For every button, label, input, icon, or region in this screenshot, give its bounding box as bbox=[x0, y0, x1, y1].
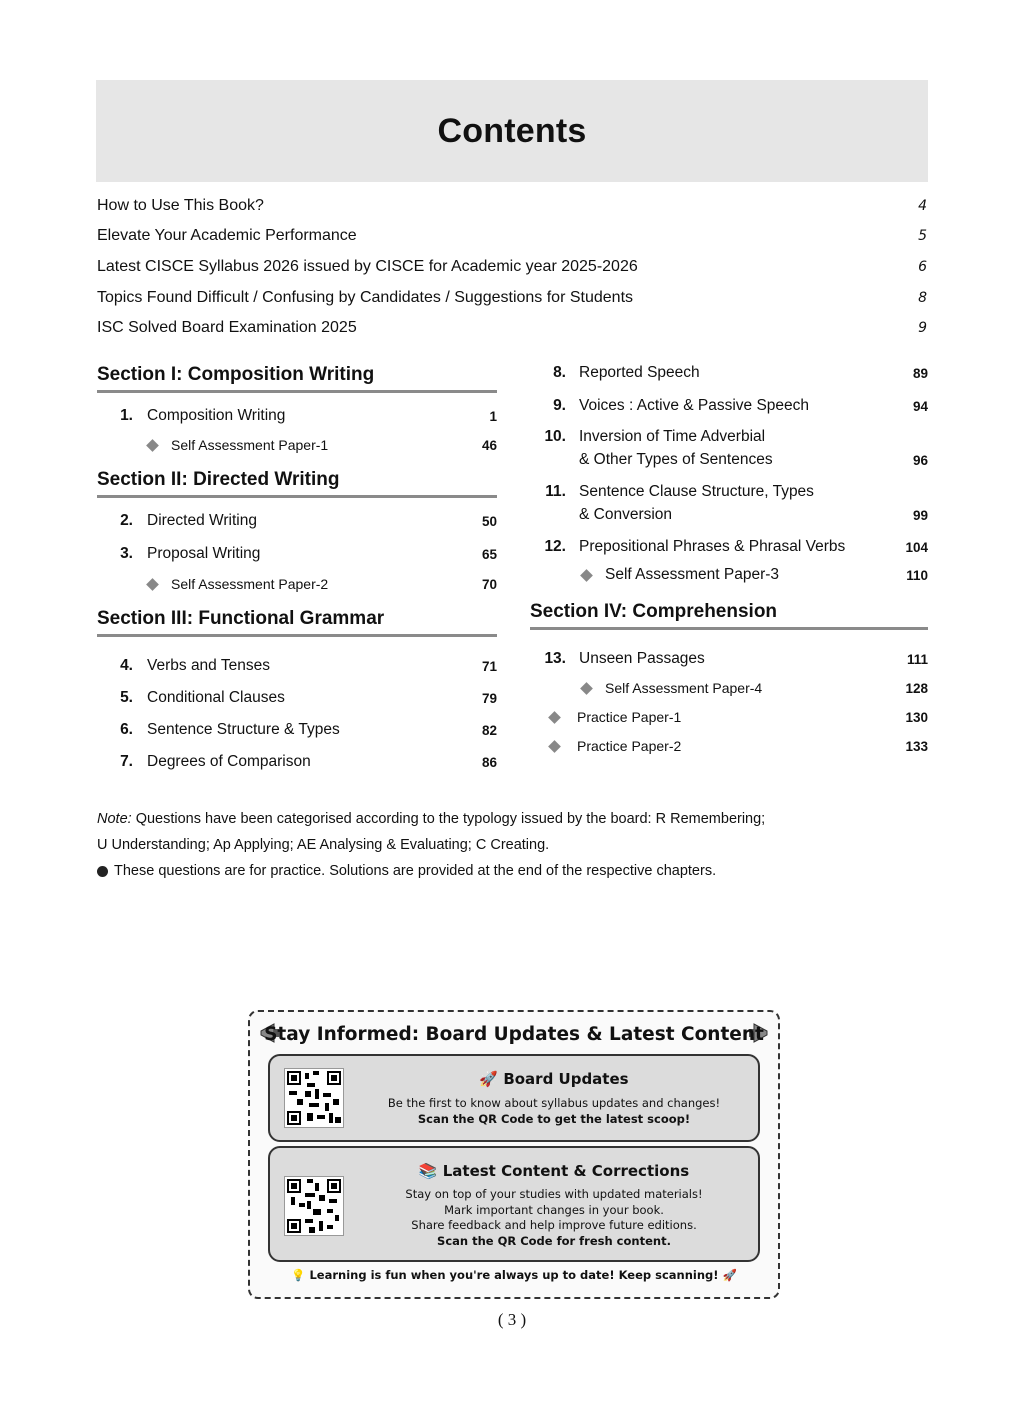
section-heading: Section II: Directed Writing bbox=[97, 469, 340, 490]
card-line: Scan the QR Code for fresh content. bbox=[437, 1234, 671, 1248]
card-heading-text: Latest Content & Corrections bbox=[442, 1162, 690, 1180]
card-heading bbox=[360, 1162, 748, 1180]
item-label: Verbs and Tenses bbox=[147, 657, 270, 674]
toc-item[interactable] bbox=[530, 647, 928, 671]
lightbulb-icon: 💡 bbox=[291, 1268, 310, 1282]
toc-subitem[interactable] bbox=[148, 573, 497, 595]
subitem-label: Self Assessment Paper-4 bbox=[605, 680, 763, 696]
item-label: Prepositional Phrases & Phrasal Verbs bbox=[579, 538, 846, 555]
item-label: Unseen Passages bbox=[579, 650, 705, 667]
intro-row[interactable] bbox=[97, 194, 927, 218]
qr-code[interactable] bbox=[284, 1176, 344, 1236]
toc-item[interactable] bbox=[97, 686, 497, 710]
card-line: Mark important changes in your book. bbox=[444, 1203, 664, 1217]
item-page: 86 bbox=[481, 754, 497, 770]
item-page: 99 bbox=[912, 508, 928, 523]
note-lead: Note: bbox=[97, 811, 132, 827]
item-number: 8. bbox=[553, 364, 566, 381]
item-page: 50 bbox=[481, 513, 497, 529]
item-label: Inversion of Time Adverbial bbox=[579, 428, 766, 445]
item-number: 12. bbox=[544, 538, 566, 555]
promo-footer bbox=[250, 1268, 778, 1282]
card-heading-text: Board Updates bbox=[503, 1070, 629, 1088]
subitem-label: Self Assessment Paper-1 bbox=[171, 437, 329, 453]
qr-code-icon bbox=[285, 1177, 343, 1235]
subitem-label: Self Assessment Paper-3 bbox=[605, 566, 780, 583]
note-block bbox=[97, 806, 857, 884]
item-number: 9. bbox=[553, 397, 566, 414]
promo-box bbox=[248, 1010, 780, 1299]
toc-subitem[interactable] bbox=[550, 735, 928, 757]
note-text: These questions are for practice. Solutions are provided at the end of the respective chapters. bbox=[114, 863, 717, 879]
board-updates-card[interactable] bbox=[268, 1054, 760, 1142]
promo-footer-text: Learning is fun when you're always up to date! Keep scanning! bbox=[309, 1268, 719, 1282]
diamond-bullet-icon bbox=[146, 578, 159, 591]
item-page: 96 bbox=[912, 453, 928, 468]
item-number: 7. bbox=[120, 753, 133, 770]
card-line: Share feedback and help improve future editions. bbox=[411, 1218, 697, 1232]
item-label: Sentence Structure & Types bbox=[147, 721, 340, 738]
item-number: 5. bbox=[120, 689, 133, 706]
toc-subitem[interactable] bbox=[148, 434, 497, 456]
page-title: Contents bbox=[437, 112, 587, 150]
toc-subitem[interactable] bbox=[582, 564, 928, 586]
qr-code[interactable] bbox=[284, 1068, 344, 1128]
item-label: Degrees of Comparison bbox=[147, 753, 311, 770]
rocket-icon: 🚀 bbox=[718, 1268, 737, 1282]
item-page: 89 bbox=[912, 365, 928, 381]
item-page: 1 bbox=[489, 408, 497, 424]
intro-row[interactable] bbox=[97, 316, 927, 340]
toc-item[interactable] bbox=[97, 542, 497, 566]
item-page: 104 bbox=[905, 539, 928, 555]
item-page: 71 bbox=[481, 658, 497, 674]
subitem-page: 133 bbox=[905, 738, 928, 754]
subitem-label: Practice Paper-1 bbox=[577, 709, 682, 725]
diamond-bullet-icon bbox=[580, 682, 593, 695]
intro-page: 6 bbox=[918, 259, 927, 275]
section-heading: Section IV: Comprehension bbox=[530, 601, 778, 622]
section-rule bbox=[97, 390, 497, 393]
diamond-bullet-icon bbox=[548, 711, 561, 724]
qr-code-icon bbox=[285, 1069, 343, 1127]
toc-item[interactable] bbox=[530, 480, 928, 528]
section-heading: Section I: Composition Writing bbox=[97, 364, 375, 385]
intro-label: How to Use This Book? bbox=[97, 197, 264, 214]
toc-item[interactable] bbox=[97, 404, 497, 428]
subitem-page: 128 bbox=[905, 680, 928, 696]
item-number: 11. bbox=[545, 483, 566, 500]
section-rule bbox=[97, 634, 497, 637]
item-label: Reported Speech bbox=[579, 364, 700, 381]
promo-title: Stay Informed: Board Updates & Latest Content bbox=[264, 1024, 764, 1045]
item-label: Composition Writing bbox=[147, 407, 286, 424]
card-line: Stay on top of your studies with updated materials! bbox=[405, 1187, 703, 1201]
intro-label: ISC Solved Board Examination 2025 bbox=[97, 319, 357, 336]
item-label: Sentence Clause Structure, Types bbox=[579, 483, 814, 500]
latest-content-card[interactable] bbox=[268, 1146, 760, 1262]
toc-item[interactable] bbox=[97, 509, 497, 533]
note-line-3 bbox=[97, 858, 857, 884]
item-number: 4. bbox=[120, 657, 133, 674]
title-banner bbox=[96, 80, 928, 182]
subitem-label: Practice Paper-2 bbox=[577, 738, 682, 754]
toc-item[interactable] bbox=[97, 750, 497, 774]
section-rule bbox=[97, 495, 497, 498]
subitem-page: 110 bbox=[906, 567, 928, 583]
item-page: 82 bbox=[481, 722, 497, 738]
toc-item[interactable] bbox=[530, 425, 928, 473]
item-label: Proposal Writing bbox=[147, 545, 261, 562]
item-label-line2: & Other Types of Sentences bbox=[579, 451, 773, 468]
page-number: ( 3 ) bbox=[497, 1310, 527, 1329]
intro-label: Elevate Your Academic Performance bbox=[97, 227, 357, 244]
card-heading bbox=[360, 1070, 748, 1088]
diamond-bullet-icon bbox=[146, 439, 159, 452]
item-number: 3. bbox=[120, 545, 133, 562]
toc-item[interactable] bbox=[530, 394, 928, 418]
item-page: 79 bbox=[481, 690, 497, 706]
toc-item[interactable] bbox=[530, 535, 928, 559]
intro-label: Latest CISCE Syllabus 2026 issued by CISCE for Academic year 2025-2026 bbox=[97, 258, 638, 275]
intro-label: Topics Found Difficult / Confusing by Candidates / Suggestions for Students bbox=[97, 289, 634, 306]
toc-item[interactable] bbox=[530, 361, 928, 385]
item-label: Directed Writing bbox=[147, 512, 257, 529]
toc-item[interactable] bbox=[97, 718, 497, 742]
rocket-icon: 🚀 bbox=[479, 1070, 504, 1088]
intro-row[interactable] bbox=[97, 286, 927, 310]
intro-page: 5 bbox=[918, 228, 927, 244]
subitem-page: 70 bbox=[481, 576, 497, 592]
card-line: Be the first to know about syllabus updates and changes! bbox=[387, 1096, 721, 1110]
toc-item[interactable] bbox=[97, 654, 497, 678]
item-label: Voices : Active & Passive Speech bbox=[579, 397, 810, 414]
intro-page: 9 bbox=[918, 320, 927, 336]
note-line-2: U Understanding; Ap Applying; AE Analysing & Evaluating; C Creating. bbox=[97, 837, 550, 853]
diamond-bullet-icon bbox=[548, 740, 561, 753]
intro-row[interactable] bbox=[97, 224, 927, 248]
subitem-page: 46 bbox=[481, 437, 497, 453]
item-label: Conditional Clauses bbox=[147, 689, 285, 706]
toc-subitem[interactable] bbox=[582, 677, 928, 699]
diamond-bullet-icon bbox=[580, 569, 593, 582]
item-page: 65 bbox=[481, 546, 497, 562]
section-rule bbox=[530, 627, 928, 630]
card-line: Scan the QR Code to get the latest scoop! bbox=[417, 1112, 691, 1126]
subitem-label: Self Assessment Paper-2 bbox=[171, 576, 329, 592]
note-line-1 bbox=[97, 806, 857, 832]
books-icon: 📚 bbox=[418, 1162, 443, 1180]
item-page: 94 bbox=[912, 398, 928, 414]
item-page: 111 bbox=[906, 651, 928, 667]
intro-page: 8 bbox=[918, 290, 927, 306]
item-number: 6. bbox=[120, 721, 133, 738]
item-label-line2: & Conversion bbox=[579, 506, 673, 523]
item-number: 10. bbox=[544, 428, 566, 445]
section-heading: Section III: Functional Grammar bbox=[97, 608, 385, 629]
item-number: 1. bbox=[120, 407, 133, 424]
intro-page: 4 bbox=[918, 198, 927, 214]
practice-icon bbox=[97, 866, 108, 877]
toc-subitem[interactable] bbox=[550, 706, 928, 728]
subitem-page: 130 bbox=[905, 709, 928, 725]
note-text: Questions have been categorised according to the typology issued by the board: R Remembering; bbox=[131, 811, 766, 827]
intro-row[interactable] bbox=[97, 255, 927, 279]
item-number: 2. bbox=[120, 512, 133, 529]
item-number: 13. bbox=[544, 650, 566, 667]
